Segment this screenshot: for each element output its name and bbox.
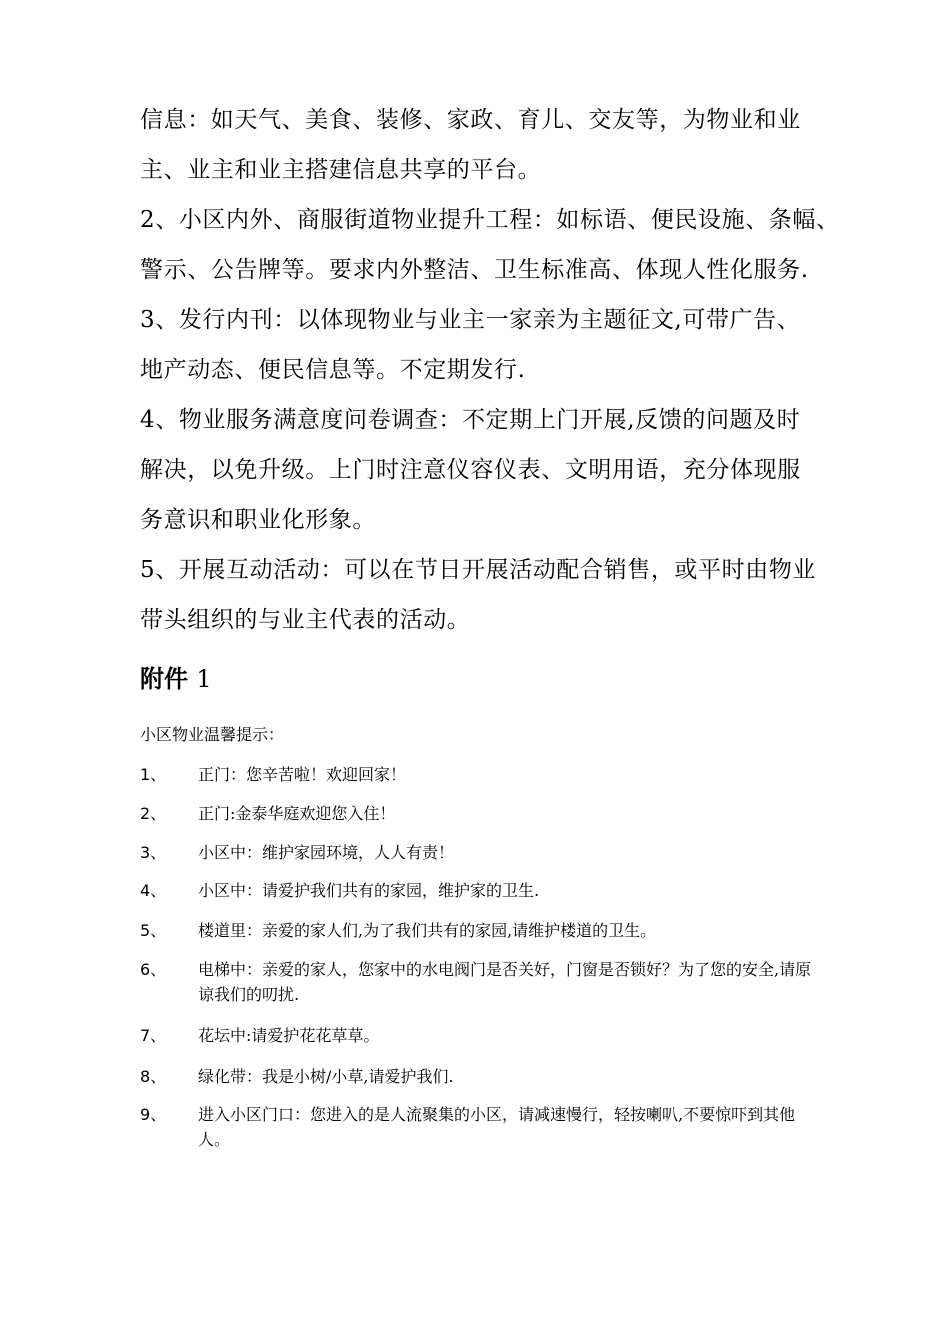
list-item-number: 1、 xyxy=(140,765,167,784)
list-item-text: 绿化带：我是小树/小草,请爱护我们. xyxy=(198,1067,454,1086)
list-item-text: 楼道里：亲爱的家人们,为了我们共有的家园,请维护楼道的卫生。 xyxy=(198,921,657,940)
paragraph-line: 解决，以免升级。上门时注意仪容仪表、文明用语，充分体现服 xyxy=(140,457,801,483)
tips-intro: 小区物业温馨提示： xyxy=(140,725,285,744)
list-item-number: 3、 xyxy=(140,843,167,862)
list-item-number: 9、 xyxy=(140,1105,167,1124)
list-item-text: 正门:金泰华庭欢迎您入住！ xyxy=(198,804,396,823)
paragraph-line: 2、小区内外、商服街道物业提升工程：如标语、便民设施、条幅、 xyxy=(140,207,840,233)
paragraph-line: 5、开展互动活动：可以在节日开展活动配合销售，或平时由物业 xyxy=(140,557,817,583)
paragraph-line: 务意识和职业化形象。 xyxy=(140,507,376,533)
paragraph-line: 主、业主和业主搭建信息共享的平台。 xyxy=(140,157,542,183)
paragraph-line: 地产动态、便民信息等。不定期发行. xyxy=(140,357,526,383)
list-item-text: 电梯中：亲爱的家人，您家中的水电阀门是否关好，门窗是否锁好？为了您的安全,请原谅我们的叨扰. xyxy=(198,960,812,1004)
list-item-number: 8、 xyxy=(140,1067,167,1086)
paragraph-line: 带头组织的与业主代表的活动。 xyxy=(140,607,471,633)
list-item-text: 正门：您辛苦啦！欢迎回家！ xyxy=(198,765,407,784)
attachment-number: 1 xyxy=(196,665,212,693)
list-item-number: 5、 xyxy=(140,921,167,940)
list-item-number: 4、 xyxy=(140,881,167,900)
paragraph-line: 4、物业服务满意度问卷调查：不定期上门开展,反馈的问题及时 xyxy=(140,407,801,433)
list-item-number: 7、 xyxy=(140,1026,167,1045)
paragraph-line: 3、发行内刊：以体现物业与业主一家亲为主题征文,可带广告、 xyxy=(140,307,801,333)
list-item-number: 6、 xyxy=(140,960,167,979)
paragraph-line: 信息：如天气、美食、装修、家政、育儿、交友等，为物业和业 xyxy=(140,107,801,133)
list-item-number: 2、 xyxy=(140,804,167,823)
attachment-heading xyxy=(140,663,212,695)
paragraph-line: 警示、公告牌等。要求内外整洁、卫生标准高、体现人性化服务. xyxy=(140,257,809,283)
list-item-text: 小区中：请爱护我们共有的家园，维护家的卫生. xyxy=(198,881,540,900)
attachment-title: 附件 xyxy=(140,665,188,693)
list-item-text: 进入小区门口：您进入的是人流聚集的小区，请减速慢行，轻按喇叭,不要惊吓到其他人。 xyxy=(198,1105,796,1149)
list-item-text: 花坛中:请爱护花花草草。 xyxy=(198,1026,380,1045)
list-item-text: 小区中：维护家园环境，人人有责！ xyxy=(198,843,455,862)
